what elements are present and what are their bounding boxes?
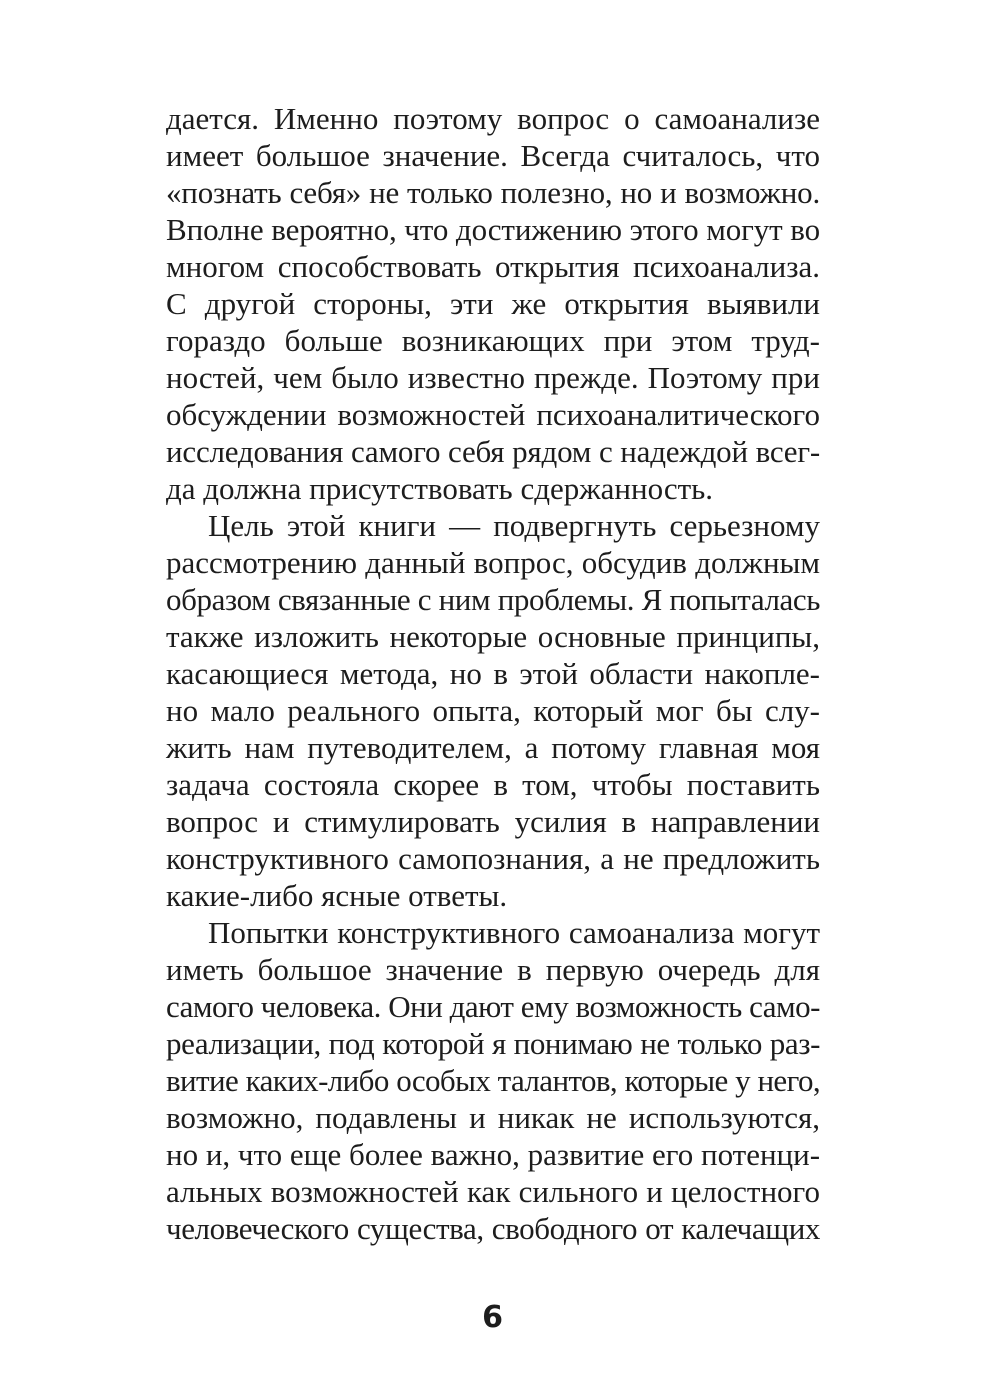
text-line: Попытки конструктивного самоанализа могут — [208, 915, 820, 950]
text-line: самого человека. Они дают ему возможность само- — [166, 989, 820, 1024]
body-text — [166, 100, 820, 1247]
text-line: гораздо больше возникающих при этом труд- — [166, 323, 820, 358]
text-line: Цель этой книги — подвергнуть серьезному — [208, 508, 820, 543]
text-line: Вполне вероятно, что достижению этого могут во — [166, 212, 820, 247]
text-line: человеческого существа, свободного от калечащих — [166, 1211, 820, 1246]
text-line: дается. Именно поэтому вопрос о самоанализе — [166, 101, 820, 136]
text-line: исследования самого себя рядом с надеждой всег- — [166, 434, 820, 469]
text-line: С другой стороны, эти же открытия выявили — [166, 286, 820, 321]
page-number: 6 — [482, 1300, 503, 1335]
text-line: витие каких-либо особых талантов, которые у него, — [166, 1063, 820, 1098]
text-line: реализации, под которой я понимаю не только раз- — [166, 1026, 820, 1061]
text-line: обсуждении возможностей психоаналитического — [166, 397, 820, 432]
paragraph-1 — [166, 100, 820, 507]
text-line: «познать себя» не только полезно, но и возможно. — [166, 175, 820, 210]
text-line: какие-либо ясные ответы. — [166, 878, 508, 913]
text-line: да должна присутствовать сдержанность. — [166, 471, 714, 506]
paragraph-2 — [166, 507, 820, 914]
text-line: касающиеся метода, но в этой области накопле- — [166, 656, 820, 691]
text-line: жить нам путеводителем, а потому главная моя — [166, 730, 820, 765]
text-line: рассмотрению данный вопрос, обсудив должным — [166, 545, 820, 580]
text-line: ностей, чем было известно прежде. Поэтому при — [166, 360, 820, 395]
text-line: имеет большое значение. Всегда считалось, что — [166, 138, 820, 173]
text-line: но и, что еще более важно, развитие его потенци- — [166, 1137, 821, 1172]
text-line: иметь большое значение в первую очередь для — [166, 952, 820, 987]
text-line: вопрос и стимулировать усилия в направлении — [166, 804, 820, 839]
text-line: образом связанные с ним проблемы. Я попыталась — [166, 582, 820, 617]
text-line: но мало реального опыта, который мог бы слу- — [166, 693, 820, 728]
text-line: возможно, подавлены и никак не используются, — [166, 1100, 820, 1135]
text-line: задача состояла скорее в том, чтобы поставить — [166, 767, 820, 802]
text-line: также изложить некоторые основные принципы, — [166, 619, 820, 654]
text-line: конструктивного самопознания, а не предложить — [166, 841, 820, 876]
paragraph-3 — [166, 914, 820, 1247]
text-line: альных возможностей как сильного и целостного — [166, 1174, 820, 1209]
text-line: многом способствовать открытия психоанализа. — [166, 249, 820, 284]
